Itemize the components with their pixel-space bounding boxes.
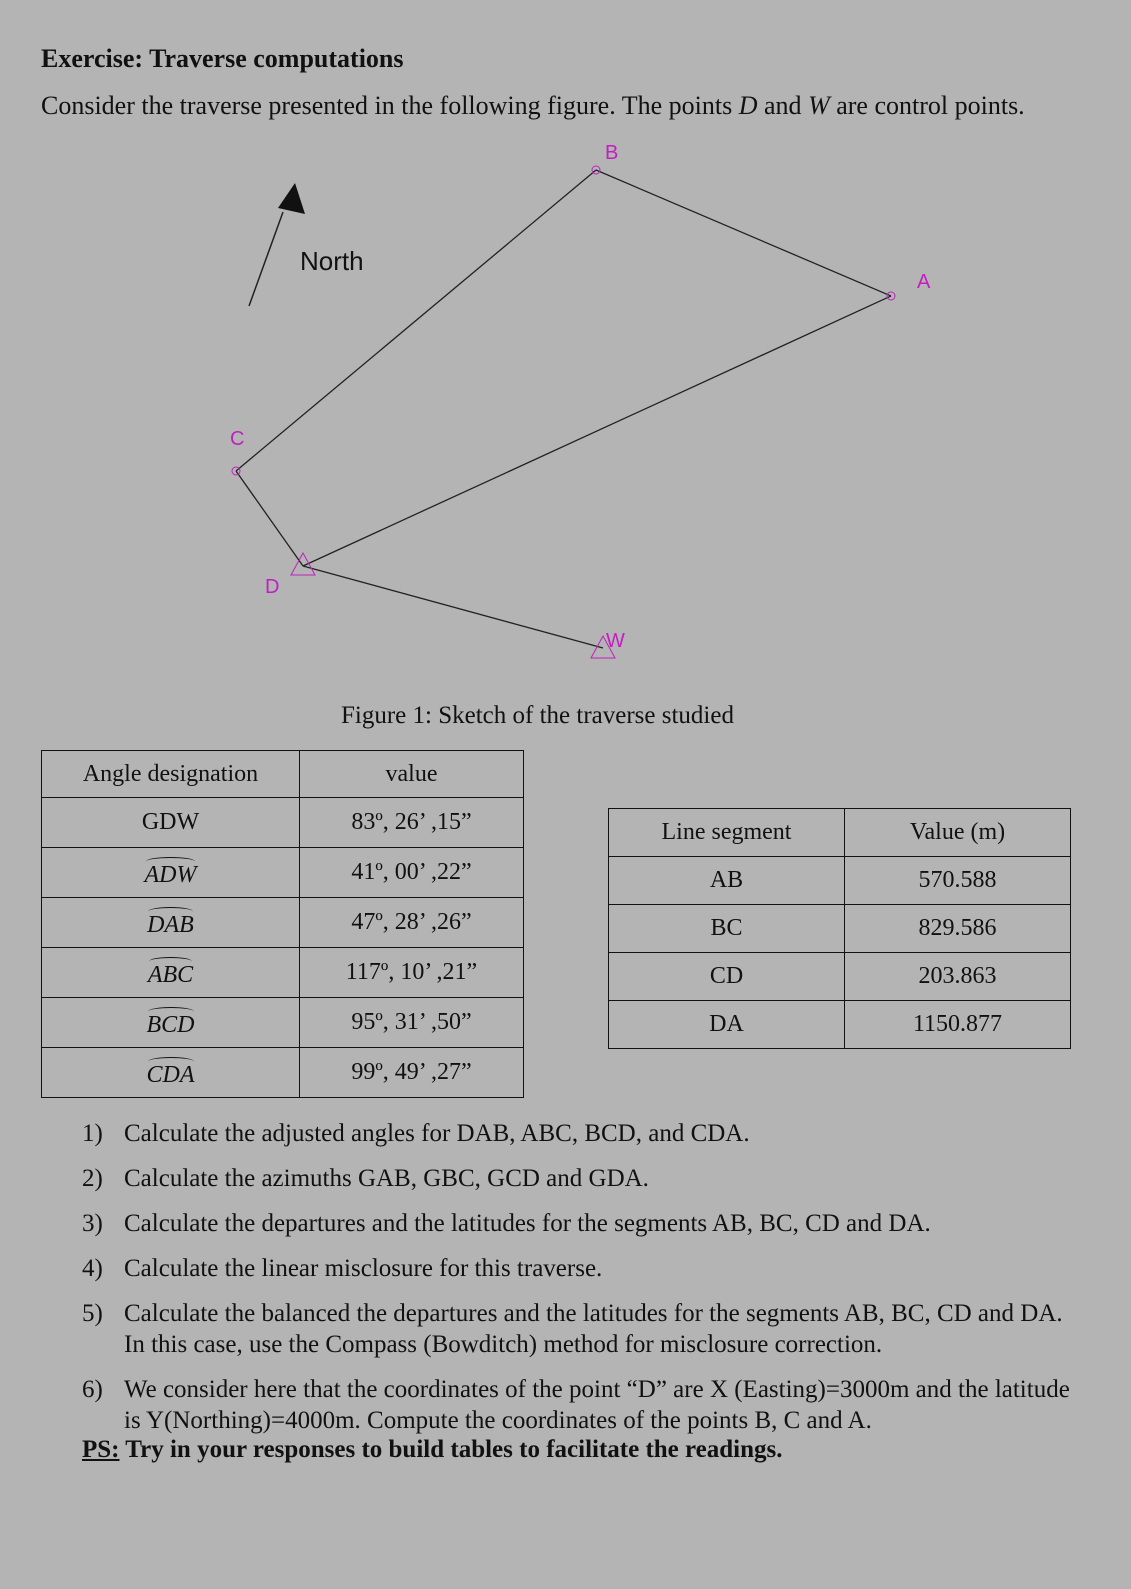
point-label-a: A: [917, 271, 931, 293]
angle-value: 99º, 49’ ,27”: [300, 1048, 524, 1098]
question-item: [82, 1374, 1082, 1436]
angle-designation: [42, 948, 300, 998]
segment-length: 1150.877: [845, 1001, 1071, 1049]
header-value: value: [300, 751, 524, 798]
angle-designation: [42, 898, 300, 948]
question-text: We consider here that the coordinates of the point “D” are X (Easting)=3000m and the latitude is Y(Northing)=4000m. Compute the coordinates of the points B, C and A.: [124, 1376, 1070, 1434]
intro-point-d: D: [738, 91, 758, 120]
point-label-b: B: [605, 142, 619, 164]
table-header-row: [609, 809, 1071, 857]
question-item: [82, 1163, 1082, 1194]
figure-caption: Figure 1: Sketch of the traverse studied: [341, 702, 734, 729]
question-text: Calculate the adjusted angles for DAB, ABC, BCD, and CDA.: [124, 1120, 750, 1147]
question-item: [82, 1298, 1082, 1360]
segment-name: BC: [609, 905, 845, 953]
segment-dw: [303, 566, 603, 648]
question-text: Calculate the linear misclosure for this traverse.: [124, 1255, 603, 1282]
question-text: Calculate the departures and the latitudes for the segments AB, BC, CD and DA.: [124, 1210, 931, 1237]
azimuth-label: GDW: [141, 809, 200, 835]
point-d-marker-icon: [291, 553, 315, 575]
intro-point-w: W: [808, 91, 830, 120]
angle-designation: [42, 848, 300, 898]
segment-name: AB: [609, 857, 845, 905]
question-number: 2): [82, 1165, 103, 1192]
intro-text-2: and: [757, 91, 809, 120]
table-row: [609, 857, 1071, 905]
question-text: Calculate the azimuths GAB, GBC, GCD and GDA.: [124, 1165, 649, 1192]
question-item: [82, 1118, 1082, 1149]
question-text: Calculate the balanced the departures and the latitudes for the segments AB, BC, CD and DA. In this case, use the Compass (Bowditch) method for misclosure correction.: [124, 1300, 1063, 1358]
angle-table: [41, 750, 524, 1098]
segment-ab: [596, 170, 891, 296]
angle-designation: [42, 1048, 300, 1098]
segment-length: 570.588: [845, 857, 1071, 905]
table-row: [42, 998, 524, 1048]
segment-table: [608, 808, 1071, 1049]
angle-hat-label: ABC: [148, 956, 193, 989]
angle-value: 47º, 28’ ,26”: [300, 898, 524, 948]
traverse-sketch: [0, 130, 1131, 690]
segment-name: DA: [609, 1001, 845, 1049]
table-row: [42, 848, 524, 898]
table-row: [609, 1001, 1071, 1049]
table-row: [42, 798, 524, 848]
segment-cd: [236, 471, 303, 566]
point-label-w: W: [606, 630, 625, 652]
header-value-m: Value (m): [845, 809, 1071, 857]
header-line-segment: Line segment: [609, 809, 845, 857]
question-number: 1): [82, 1120, 103, 1147]
exercise-title: Exercise: Traverse computations: [41, 44, 404, 73]
angle-hat-label: DAB: [147, 906, 194, 939]
angle-value: 83º, 26’ ,15”: [300, 798, 524, 848]
angle-designation: [42, 798, 300, 848]
angle-hat-label: ADW: [145, 856, 197, 889]
segment-name: CD: [609, 953, 845, 1001]
table-row: [609, 905, 1071, 953]
point-label-d: D: [265, 576, 280, 598]
ps-label: PS:: [82, 1436, 120, 1463]
angle-hat-label: BCD: [147, 1006, 195, 1039]
angle-designation: [42, 998, 300, 1048]
north-label: North: [300, 246, 364, 276]
angle-value: 117º, 10’ ,21”: [300, 948, 524, 998]
intro-paragraph: [41, 91, 1025, 121]
segment-length: 829.586: [845, 905, 1071, 953]
intro-text-3: are control points.: [829, 91, 1025, 120]
table-row: [42, 948, 524, 998]
question-number: 6): [82, 1376, 103, 1403]
question-number: 5): [82, 1300, 103, 1327]
point-label-c: C: [230, 428, 245, 450]
angle-value: 41º, 00’ ,22”: [300, 848, 524, 898]
segment-bc: [236, 170, 596, 471]
question-number: 3): [82, 1210, 103, 1237]
question-item: [82, 1208, 1082, 1239]
angle-hat-label: CDA: [147, 1056, 195, 1089]
angle-value: 95º, 31’ ,50”: [300, 998, 524, 1048]
segment-length: 203.863: [845, 953, 1071, 1001]
table-row: [42, 1048, 524, 1098]
ps-text: Try in your responses to build tables to facilitate the readings.: [119, 1436, 783, 1463]
question-list: [82, 1118, 1082, 1450]
table-header-row: [42, 751, 524, 798]
question-number: 4): [82, 1255, 103, 1282]
ps-note: [82, 1436, 783, 1464]
table-row: [42, 898, 524, 948]
segment-da: [303, 296, 891, 566]
table-row: [609, 953, 1071, 1001]
question-item: [82, 1253, 1082, 1284]
header-angle-designation: Angle designation: [42, 751, 300, 798]
north-arrow-icon: [249, 183, 305, 306]
intro-text-1: Consider the traverse presented in the following figure. The points: [41, 91, 739, 120]
